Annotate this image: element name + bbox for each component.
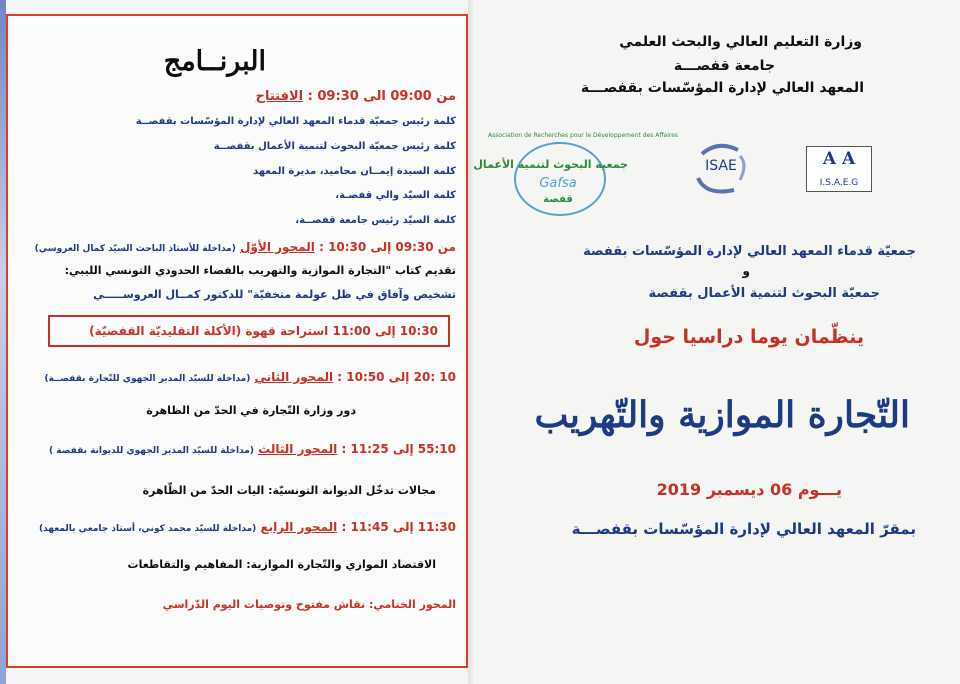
axis4-row <box>39 520 456 534</box>
speech-3: كلمة السيدة إيمــان محاميد، مديرة المعهد <box>253 166 456 177</box>
opening-label: الافتتاح <box>255 89 304 104</box>
conjunction: و <box>742 264 750 278</box>
organize-line: ينظّمان يوما دراسيا حول <box>633 326 864 348</box>
isaeg-logo-text: I.S.A.E.G <box>819 178 859 188</box>
axis3-row <box>49 442 456 456</box>
speech-2: كلمة رئيس جمعيّة البحوث لتنمية الأعمال بقفصــة <box>213 141 456 152</box>
speech-4: كلمة السيّد والي قفصـة، <box>335 190 456 201</box>
speech-5: كلمة السيّد رئيس جامعة قفصــة، <box>295 215 456 226</box>
closing-session: المحور الختامي: نقاش مفتوح وتوصيات اليوم الدّراسي <box>162 598 456 611</box>
center-fold <box>468 0 476 684</box>
axis4-text: الاقتصاد الموازي والتّجارة الموازية: المفاهيم والتقاطعات <box>127 558 436 571</box>
axis1-speaker: (مداخلة للأستاذ الباحث السيّد كمال العروسي) <box>34 244 236 254</box>
axis4-label: المحور الرابع <box>260 520 338 534</box>
axis2-row <box>45 370 456 384</box>
organizer-1: جمعيّة قدماء المعهد العالي لإدارة المؤسّسات بقفصة <box>583 244 916 259</box>
axis3-label: المحور الثالث <box>258 442 338 456</box>
association-logo <box>473 128 679 224</box>
isaeg-logo-mark: A A <box>822 149 856 169</box>
axis4-speaker: (مداخلة للسيّد محمد كوني، أستاذ جامعي بالمعهد) <box>39 524 257 534</box>
isae-logo <box>688 134 754 200</box>
axis1-row <box>35 240 456 254</box>
ministry-title: وزارة التعليم العالي والبحث العلمي <box>619 34 862 50</box>
axis1-text-2: تشخيص وآفاق في ظل عولمة متخفيّة" للدكتور كمــال العروســـــي <box>93 288 456 301</box>
axis3-time: 55:10 إلى 11:25 : <box>341 442 456 456</box>
axis2-speaker: (مداخلة للسيّد المدير الجهوي للتّجارة بقفصــة) <box>44 374 251 384</box>
association-arabic-name: جمعية البحوث لتنمية الأعمال <box>473 158 628 171</box>
isae-logo-text: ISAE <box>705 158 737 174</box>
axis3-text: مجالات تدخّل الديوانة التونسيّة: اليات الحدّ من الظّاهرة <box>142 484 436 497</box>
opening-row <box>256 89 456 104</box>
association-arabic-city: قفصة <box>543 194 573 205</box>
axis3-speaker: (مداخلة للسيّد المدير الجهوي للديوانة بقفصة ) <box>49 446 254 456</box>
coffee-break: 10:30 إلى 11:00 استراحة قهوة (الأكلة التقليديّة القفصيّة) <box>89 324 438 338</box>
axis2-text: دور وزارة التّجارة في الحدّ من الظاهرة <box>146 404 356 417</box>
main-title: التّجارة الموازية والتّهريب <box>534 394 910 436</box>
axis1-text-1: تقديم كتاب "التجارة الموازية والتهريب بالفضاء الحدودي التونسي الليبي: <box>64 264 456 277</box>
association-brand: Gafsa <box>539 176 577 191</box>
opening-time: من 09:00 الى 09:30 : <box>307 89 456 104</box>
isaeg-logo <box>806 146 872 192</box>
event-date: يـــوم 06 ديسمبر 2019 <box>656 480 842 499</box>
axis2-time: 10 :20 إلى 10:50 : <box>337 370 456 384</box>
speech-1: كلمة رئيس جمعيّة قدماء المعهد العالي لإدارة المؤسّسات بقفصــة <box>135 116 456 127</box>
organizer-2: جمعيّة البحوث لتنمية الأعمال بقفصة <box>648 286 880 301</box>
axis4-time: 11:30 إلى 11:45 : <box>341 520 456 534</box>
university-title: جامعة قفصـــة <box>673 58 775 74</box>
axis1-time: من 09:30 إلى 10:30 : <box>319 240 456 254</box>
association-french-name: Association de Recherches pour le Développement des Affaires <box>488 132 679 139</box>
invitation-panel <box>473 0 960 684</box>
coffee-break-box <box>48 315 450 347</box>
axis2-label: المحور الثاني <box>254 370 334 384</box>
axis1-label: المحور الأوّل <box>240 240 315 254</box>
institute-title: المعهد العالي لإدارة المؤسّسات بقفصـــة <box>580 80 864 96</box>
event-venue: بمقرّ المعهد العالي لإدارة المؤسّسات بقفصـــة <box>571 520 916 538</box>
program-title: البرنــامج <box>163 46 266 77</box>
